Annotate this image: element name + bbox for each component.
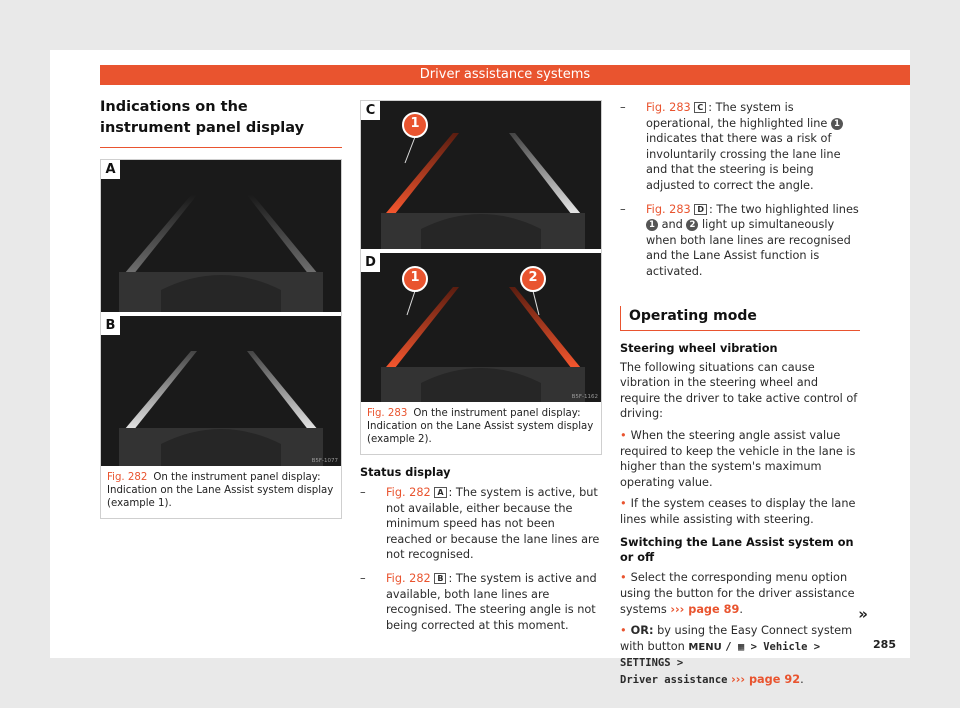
figure-link[interactable]: Fig. 282 (386, 571, 431, 585)
panel-label: B (101, 316, 120, 335)
lane-illustration (361, 253, 601, 402)
lane-illustration (101, 316, 341, 466)
panel-label: D (361, 253, 380, 272)
display-panel-c (361, 101, 601, 249)
operating-mode-heading: Operating mode (620, 306, 860, 331)
status-item-c: – Fig. 283 C : The system is operational, the highlighted line 1 indicates that there was a risk of involuntarily crossing the lane line and that the steering is being adjusted to correct the angle. (620, 100, 860, 194)
continue-arrow: » (858, 605, 868, 623)
figure-code: B5F-1162 (571, 394, 598, 400)
chapter-header: Driver assistance systems (100, 65, 910, 85)
figure-link[interactable]: Fig. 283 (646, 101, 691, 114)
status-item-d: – Fig. 283 D : The two highlighted lines 1 and 2 light up simultaneously when both lane lines are recognised and the Lane Assist function is activated. (620, 202, 859, 278)
display-panel-a (101, 160, 341, 312)
figure-code: B5F-1077 (311, 458, 338, 464)
panel-label: C (361, 101, 380, 120)
menu-button-label: MENU (688, 641, 722, 653)
page (50, 50, 910, 687)
switch-option-1: • Select the corresponding menu option using the button for the driver assistance systems ››› page 89. (620, 571, 855, 616)
switch-option-2: • OR: by using the Easy Connect system with button MENU / ▦ > Vehicle > SETTINGS > Driver assistance ››› page 92. (620, 624, 853, 687)
caption-text: On the instrument panel display: Indication on the Lane Assist system display (example 1). (107, 472, 334, 509)
switch-heading: Switching the Lane Assist system on or off (620, 536, 854, 565)
line-number-badge: 1 (646, 219, 658, 231)
figure-283 (360, 100, 602, 455)
line-number-1: 1 (410, 116, 420, 131)
caption-text: On the instrument panel display: Indication on the Lane Assist system display (example 2). (367, 408, 594, 445)
key-label: A (434, 487, 446, 498)
left-column (100, 97, 342, 519)
status-item-b: – Fig. 282 B : The system is active and available, both lane lines are recognised. The steering angle is not being corrected at this moment. (360, 571, 597, 632)
section-title: Indications on the instrument panel display (100, 97, 342, 148)
panel-label: A (101, 160, 120, 179)
line-number-badge: 2 (686, 219, 698, 231)
line-number-badge: 1 (831, 118, 843, 130)
key-label: B (434, 573, 446, 584)
display-panel-d (361, 253, 601, 402)
vibration-bullet: • If the system ceases to display the lane lines while assisting with steering. (620, 497, 856, 526)
vibration-intro: The following situations can cause vibration in the steering wheel and require the driver to take active control of driving: (620, 360, 858, 421)
figure-number: Fig. 283 (367, 408, 408, 419)
page-number: 285 (873, 638, 896, 651)
lane-illustration (361, 101, 601, 249)
page-link[interactable]: ››› page 89 (670, 602, 740, 616)
figure-number: Fig. 282 (107, 472, 148, 483)
middle-column (360, 100, 602, 633)
vibration-bullet: • When the steering angle assist value required to keep the vehicle in the lane is higher than the system's maximum operating value. (620, 428, 856, 489)
status-display-heading: Status display (360, 466, 451, 479)
lane-illustration (101, 160, 341, 312)
line-number-2: 2 (528, 270, 538, 285)
line-number-1: 1 (410, 270, 420, 285)
right-column (620, 100, 860, 689)
figure-caption (361, 402, 601, 454)
key-label: C (694, 102, 706, 113)
status-item-a: – Fig. 282 A : The system is active, but not available, either because the minimum speed has not been reached or because the lane lines are not recognised. (360, 486, 600, 562)
figure-caption (101, 466, 341, 518)
figure-link[interactable]: Fig. 283 (646, 202, 691, 216)
page-link[interactable]: ››› page 92 (731, 673, 801, 687)
figure-link[interactable]: Fig. 282 (386, 486, 431, 499)
figure-282 (100, 159, 342, 519)
vibration-heading: Steering wheel vibration (620, 341, 778, 355)
display-panel-b (101, 316, 341, 466)
key-label: D (694, 204, 707, 215)
